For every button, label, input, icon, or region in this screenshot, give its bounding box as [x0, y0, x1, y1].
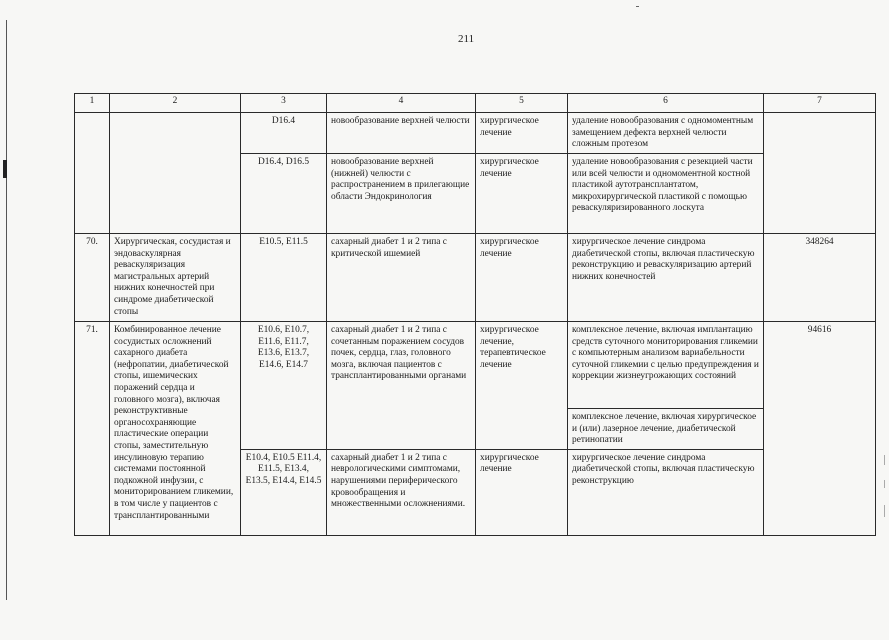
treatment-type-cell: хирургическое лечение — [476, 113, 568, 154]
treatment-method-cell: комплексное лечение, включая хирургическое и (или) лазерное лечение, диабетической ретинопатии — [568, 409, 764, 450]
patient-model-cell: новообразование верхней челюсти — [327, 113, 476, 154]
patient-model-cell: сахарный диабет 1 и 2 типа с неврологическими симптомами, нарушениями периферического кровообращения и множественными осложнениями. — [327, 449, 476, 535]
scan-artifact — [636, 6, 639, 7]
table-header-row — [75, 94, 876, 113]
icd-codes-cell: D16.4, D16.5 — [241, 154, 327, 234]
icd-codes-cell: E10.4, E10.5 E11.4, E11.5, E13.4, E13.5, E14.4, E14.5 — [241, 449, 327, 535]
icd-codes-cell: D16.4 — [241, 113, 327, 154]
treatment-type-cell: хирургическое лечение — [476, 234, 568, 322]
table-row — [75, 322, 876, 409]
column-header: 6 — [568, 94, 764, 113]
page-number: 211 — [458, 33, 475, 45]
document-table — [74, 93, 876, 536]
treatment-type-cell: хирургическое лечение — [476, 449, 568, 535]
price-cell — [764, 113, 876, 234]
price-cell: 348264 — [764, 234, 876, 322]
table-row — [75, 234, 876, 322]
treatment-method-cell: комплексное лечение, включая имплантацию средств суточного мониторирования гликемии с компьютерным анализом вариабельности суточной гликемии с целью предупреждения и коррекции жизнеугрожающих состояний — [568, 322, 764, 409]
treatment-method-cell: удаление новообразования с одномоментным замещением дефекта верхней челюсти сложным протезом — [568, 113, 764, 154]
row-number-cell — [75, 113, 110, 234]
scan-artifact — [884, 505, 885, 517]
scan-margin-line — [6, 20, 7, 600]
procedure-name-cell: Комбинированное лечение сосудистых осложнений сахарного диабета (нефропатии, диабетической стопы, ишемических поражений сердца и головного мозга), включая реконструктивные органосохраняющие пластические операции стопы, заместительную инсулиновую терапию системами постоянной подкожной инфузии, с мониторированием гликемии, в том числе у пациентов с трансплантированными — [110, 322, 241, 536]
scan-artifact — [3, 160, 7, 178]
icd-codes-cell: E10.6, E10.7, E11.6, E11.7, E13.6, E13.7, E14.6, E14.7 — [241, 322, 327, 450]
column-header: 7 — [764, 94, 876, 113]
column-header: 2 — [110, 94, 241, 113]
scan-artifact — [884, 480, 885, 488]
treatment-method-cell: хирургическое лечение синдрома диабетической стопы, включая пластическую реконструкцию — [568, 449, 764, 535]
row-number-cell: 70. — [75, 234, 110, 322]
patient-model-cell: сахарный диабет 1 и 2 типа с сочетанным поражением сосудов почек, сердца, глаз, головного мозга, включая пациентов с трансплантированными органами — [327, 322, 476, 450]
treatment-method-cell: хирургическое лечение синдрома диабетической стопы, включая пластическую реконструкцию и реваскуляризацию артерий нижних конечностей — [568, 234, 764, 322]
icd-codes-cell: E10.5, E11.5 — [241, 234, 327, 322]
treatment-type-cell: хирургическое лечение — [476, 154, 568, 234]
column-header: 3 — [241, 94, 327, 113]
column-header: 1 — [75, 94, 110, 113]
patient-model-cell: новообразование верхней (нижней) челюсти с распространением в прилегающие области Эндокринология — [327, 154, 476, 234]
treatment-type-cell: хирургическое лечение, терапевтическое лечение — [476, 322, 568, 450]
price-cell: 94616 — [764, 322, 876, 536]
treatment-method-cell: удаление новообразования с резекцией части или всей челюсти и одномоментной костной пластикой аутотрансплантатом, микрохирургической пластикой с помощью реваскуляризированного лоскута — [568, 154, 764, 234]
scan-artifact — [884, 455, 885, 465]
column-header: 5 — [476, 94, 568, 113]
procedure-name-cell — [110, 113, 241, 234]
table-row — [75, 113, 876, 154]
row-number-cell: 71. — [75, 322, 110, 536]
procedure-name-cell: Хирургическая, сосудистая и эндоваскулярная реваскуляризация магистральных артерий нижних конечностей при синдроме диабетической стопы — [110, 234, 241, 322]
patient-model-cell: сахарный диабет 1 и 2 типа с критической ишемией — [327, 234, 476, 322]
column-header: 4 — [327, 94, 476, 113]
